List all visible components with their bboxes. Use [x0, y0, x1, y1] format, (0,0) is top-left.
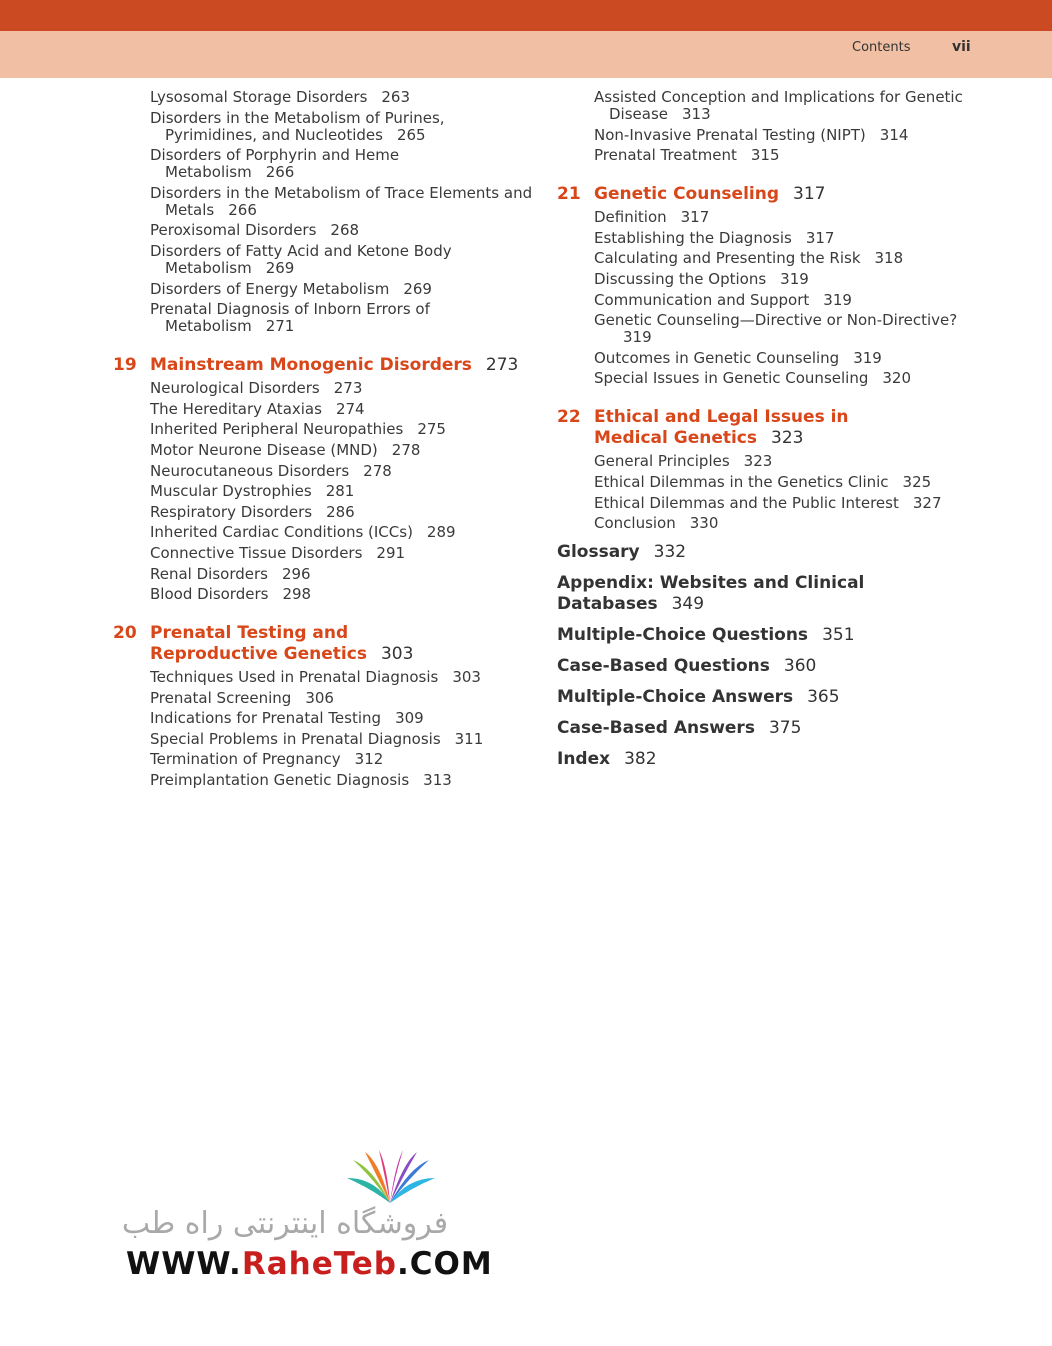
toc-entry-title: Special Issues in Genetic Counseling — [594, 369, 869, 388]
raheteb-watermark-logo — [120, 1148, 493, 1288]
toc-entry-title: Indications for Prenatal Testing — [150, 709, 382, 728]
toc-entry-page: 271 — [265, 317, 295, 336]
toc-entry-page: 312 — [354, 750, 384, 769]
toc-entry-title: Prenatal Screening — [150, 688, 292, 707]
toc-entry-page: 266 — [228, 200, 257, 219]
back-matter-page: 351 — [822, 625, 855, 646]
chapter-heading-22[interactable] — [557, 407, 977, 449]
toc-entry[interactable] — [113, 463, 533, 480]
toc-entry[interactable] — [557, 350, 977, 367]
toc-entry[interactable] — [113, 222, 533, 239]
toc-entry-title: General Principles — [594, 452, 730, 471]
toc-entry[interactable] — [113, 110, 533, 144]
toc-entry-title: Communication and Support — [594, 290, 810, 309]
toc-entry[interactable] — [113, 669, 533, 686]
toc-entry[interactable] — [557, 271, 977, 288]
toc-entry-page: 306 — [305, 688, 334, 707]
toc-section-continued — [113, 89, 533, 335]
toc-entry-page: 298 — [282, 585, 312, 604]
toc-entry-title: Non-Invasive Prenatal Testing (NIPT) — [594, 125, 866, 144]
toc-entry-title: Inherited Peripheral Neuropathies — [150, 420, 404, 439]
chapter-page: 317 — [793, 184, 826, 205]
chapter-heading-20[interactable] — [113, 623, 533, 665]
back-matter-title: Multiple-Choice Questions — [557, 625, 809, 646]
chapter-title-line1: Ethical and Legal Issues in — [594, 407, 849, 428]
toc-entry-page: 315 — [750, 146, 780, 165]
toc-entry-title: Muscular Dystrophies — [150, 482, 312, 501]
toc-entry-page: 325 — [902, 472, 932, 491]
toc-entry-title: Definition — [594, 208, 667, 227]
toc-entry-page: 286 — [326, 502, 355, 521]
toc-entry[interactable] — [113, 690, 533, 707]
back-matter-page: 375 — [768, 718, 802, 739]
toc-entry-title: Genetic Counseling—Directive or Non-Directive? — [594, 311, 958, 330]
toc-entry-title: Conclusion — [594, 514, 676, 533]
watermark-url-prefix: WWW. — [126, 1246, 242, 1282]
toc-entry-title: Disorders in the Metabolism of Purines, Pyrimidines, and Nucleotides — [150, 108, 445, 144]
toc-entry-title: Disorders of Energy Metabolism — [150, 279, 390, 298]
chapter-page: 323 — [771, 428, 804, 449]
back-matter-entry[interactable] — [557, 542, 977, 563]
chapter-title: Genetic Counseling — [594, 184, 779, 205]
back-matter-page: 365 — [807, 687, 840, 708]
running-head: Contents — [852, 40, 911, 55]
toc-entry[interactable] — [557, 453, 977, 470]
toc-entry-page: 296 — [281, 564, 311, 583]
toc-section-continued — [557, 89, 977, 164]
chapter-number: 22 — [557, 407, 581, 428]
toc-entry[interactable] — [113, 504, 533, 521]
toc-entry-page: 268 — [330, 221, 360, 240]
toc-entry-page: 263 — [381, 88, 411, 106]
toc-entry[interactable] — [113, 772, 533, 789]
back-matter-title: Index — [557, 749, 611, 770]
back-matter-title: Glossary — [557, 542, 640, 563]
watermark-url — [126, 1246, 493, 1282]
toc-entry-page: 319 — [780, 269, 809, 288]
watermark-url-suffix: .COM — [396, 1246, 493, 1282]
toc-entry-title: Disorders of Fatty Acid and Ketone Body Metabolism — [150, 241, 452, 277]
toc-entry-page: 319 — [623, 328, 652, 347]
toc-entry-page: 320 — [882, 369, 911, 388]
chapter-heading-19[interactable] — [113, 355, 533, 376]
toc-entry[interactable] — [113, 421, 533, 438]
back-matter-entry[interactable] — [557, 656, 977, 677]
toc-entry-title: Connective Tissue Disorders — [150, 543, 363, 562]
page-folio: vii — [952, 39, 971, 55]
toc-entry-title: Motor Neurone Disease (MND) — [150, 440, 378, 459]
toc-entry[interactable] — [557, 312, 977, 346]
toc-entry-title: Termination of Pregnancy — [150, 750, 341, 769]
toc-entry[interactable] — [113, 380, 533, 397]
back-matter-page: 349 — [671, 594, 705, 615]
toc-entry-title: Disorders of Porphyrin and Heme Metabolism — [150, 146, 400, 182]
toc-entry[interactable] — [113, 243, 533, 277]
chapter-title-line2: Reproductive Genetics — [150, 644, 367, 665]
toc-entry-page: 319 — [853, 348, 882, 367]
toc-entry[interactable] — [557, 292, 977, 309]
back-matter-page: 332 — [653, 542, 687, 563]
toc-entry[interactable] — [557, 370, 977, 387]
toc-entry-page: 314 — [879, 125, 909, 144]
toc-entry-title: Techniques Used in Prenatal Diagnosis — [150, 668, 439, 687]
toc-entry-title: Assisted Conception and Implications for Genetic Disease — [594, 88, 963, 123]
back-matter-page: 382 — [624, 749, 657, 770]
toc-entry[interactable] — [113, 731, 533, 748]
toc-entry[interactable] — [557, 250, 977, 267]
toc-entry-page: 330 — [689, 514, 719, 533]
watermark-persian-text: فروشگاه اینترنتی راه طب — [121, 1206, 449, 1241]
toc-entry[interactable] — [557, 127, 977, 144]
toc-entry[interactable] — [113, 566, 533, 583]
toc-entry-page: 319 — [823, 290, 852, 309]
toc-entry-page: 273 — [333, 379, 363, 398]
top-color-band — [0, 0, 1052, 31]
toc-entry-page: 278 — [391, 440, 421, 459]
chapter-19-entries — [113, 380, 533, 603]
toc-entry[interactable] — [113, 524, 533, 541]
toc-entry-page: 269 — [403, 279, 432, 298]
toc-entry-title: Peroxisomal Disorders — [150, 221, 317, 240]
back-matter-entry[interactable] — [557, 749, 977, 770]
chapter-title-line2: Medical Genetics — [594, 428, 758, 449]
toc-entry-page: 317 — [805, 228, 835, 247]
back-matter-page: 360 — [783, 656, 817, 677]
chapter-page: 303 — [380, 644, 414, 665]
toc-entry-page: 311 — [454, 729, 484, 748]
toc-entry[interactable] — [113, 442, 533, 459]
toc-entry-page: 313 — [423, 771, 452, 790]
back-matter-title: Appendix: Websites and Clinical Databases — [557, 573, 865, 615]
back-matter-list — [557, 542, 977, 770]
toc-entry-page: 275 — [417, 420, 446, 439]
toc-entry-page: 318 — [874, 249, 904, 268]
toc-entry-title: The Hereditary Ataxias — [150, 399, 322, 418]
back-matter-title: Multiple-Choice Answers — [557, 687, 794, 708]
toc-entry-title: Outcomes in Genetic Counseling — [594, 348, 840, 367]
toc-entry-title: Inherited Cardiac Conditions (ICCs) — [150, 523, 413, 542]
chapter-page: 273 — [485, 355, 519, 376]
toc-entry[interactable] — [113, 401, 533, 418]
chapter-number: 20 — [113, 623, 137, 644]
toc-entry[interactable] — [113, 751, 533, 768]
toc-entry[interactable] — [557, 147, 977, 164]
toc-entry[interactable] — [557, 209, 977, 226]
toc-entry-page: 309 — [395, 709, 424, 728]
toc-entry-title: Respiratory Disorders — [150, 502, 313, 521]
toc-entry[interactable] — [113, 185, 533, 219]
back-matter-title: Case-Based Answers — [557, 718, 755, 739]
toc-entry-page: 323 — [743, 452, 773, 471]
toc-entry[interactable] — [557, 89, 977, 123]
back-matter-title: Case-Based Questions — [557, 656, 770, 677]
toc-entry-title: Blood Disorders — [150, 585, 269, 604]
back-matter-entry[interactable] — [557, 687, 977, 708]
toc-entry-page: 265 — [396, 125, 426, 144]
toc-entry[interactable] — [557, 515, 977, 532]
toc-entry-page: 327 — [912, 493, 942, 512]
toc-entry[interactable] — [113, 89, 533, 106]
toc-right-column — [557, 89, 977, 770]
back-matter-entry[interactable] — [557, 573, 977, 615]
toc-entry[interactable] — [113, 586, 533, 603]
toc-entry-page: 289 — [426, 523, 456, 542]
toc-entry-page: 313 — [682, 105, 711, 123]
toc-entry[interactable] — [557, 495, 977, 512]
toc-entry-page: 291 — [376, 543, 406, 562]
toc-entry-title: Preimplantation Genetic Diagnosis — [150, 771, 410, 790]
toc-entry-page: 303 — [452, 668, 481, 687]
toc-entry[interactable] — [113, 710, 533, 727]
toc-entry[interactable] — [557, 474, 977, 491]
toc-entry[interactable] — [557, 230, 977, 247]
toc-entry-page: 269 — [265, 258, 295, 277]
toc-entry[interactable] — [113, 483, 533, 500]
back-matter-entry[interactable] — [557, 625, 977, 646]
toc-entry-title: Neurological Disorders — [150, 379, 320, 398]
toc-left-column — [113, 89, 533, 793]
chapter-heading-21[interactable] — [557, 184, 977, 205]
toc-entry-title: Prenatal Diagnosis of Inborn Errors of Metabolism — [150, 300, 430, 336]
toc-entry-title: Special Problems in Prenatal Diagnosis — [150, 729, 441, 748]
open-book-fan-icon — [335, 1148, 445, 1208]
toc-entry-title: Neurocutaneous Disorders — [150, 461, 350, 480]
toc-entry[interactable] — [113, 545, 533, 562]
toc-entry-page: 278 — [363, 461, 392, 480]
toc-entry[interactable] — [113, 281, 533, 298]
chapter-number: 19 — [113, 355, 137, 376]
toc-entry-title: Calculating and Presenting the Risk — [594, 249, 861, 268]
chapter-22-entries — [557, 453, 977, 532]
toc-entry[interactable] — [113, 301, 533, 335]
watermark-url-brand: RaheTeb — [241, 1246, 397, 1282]
toc-entry-title: Prenatal Treatment — [594, 146, 737, 165]
toc-entry-title: Establishing the Diagnosis — [594, 228, 792, 247]
chapter-title-line1: Prenatal Testing and — [150, 623, 349, 644]
chapter-21-entries — [557, 209, 977, 387]
toc-entry-title: Discussing the Options — [594, 269, 767, 288]
toc-entry[interactable] — [113, 147, 533, 181]
toc-entry-page: 317 — [680, 208, 710, 227]
toc-entry-page: 266 — [265, 163, 295, 182]
chapter-20-entries — [113, 669, 533, 789]
toc-entry-title: Ethical Dilemmas in the Genetics Clinic — [594, 472, 889, 491]
toc-entry-title: Renal Disorders — [150, 564, 268, 583]
chapter-title: Mainstream Monogenic Disorders — [150, 355, 472, 376]
toc-entry-title: Lysosomal Storage Disorders — [150, 88, 368, 106]
back-matter-entry[interactable] — [557, 718, 977, 739]
toc-entry-page: 274 — [335, 399, 365, 418]
chapter-number: 21 — [557, 184, 581, 205]
toc-entry-page: 281 — [325, 482, 355, 501]
toc-entry-title: Ethical Dilemmas and the Public Interest — [594, 493, 899, 512]
toc-entry-title: Disorders in the Metabolism of Trace Elements and Metals — [150, 183, 533, 219]
